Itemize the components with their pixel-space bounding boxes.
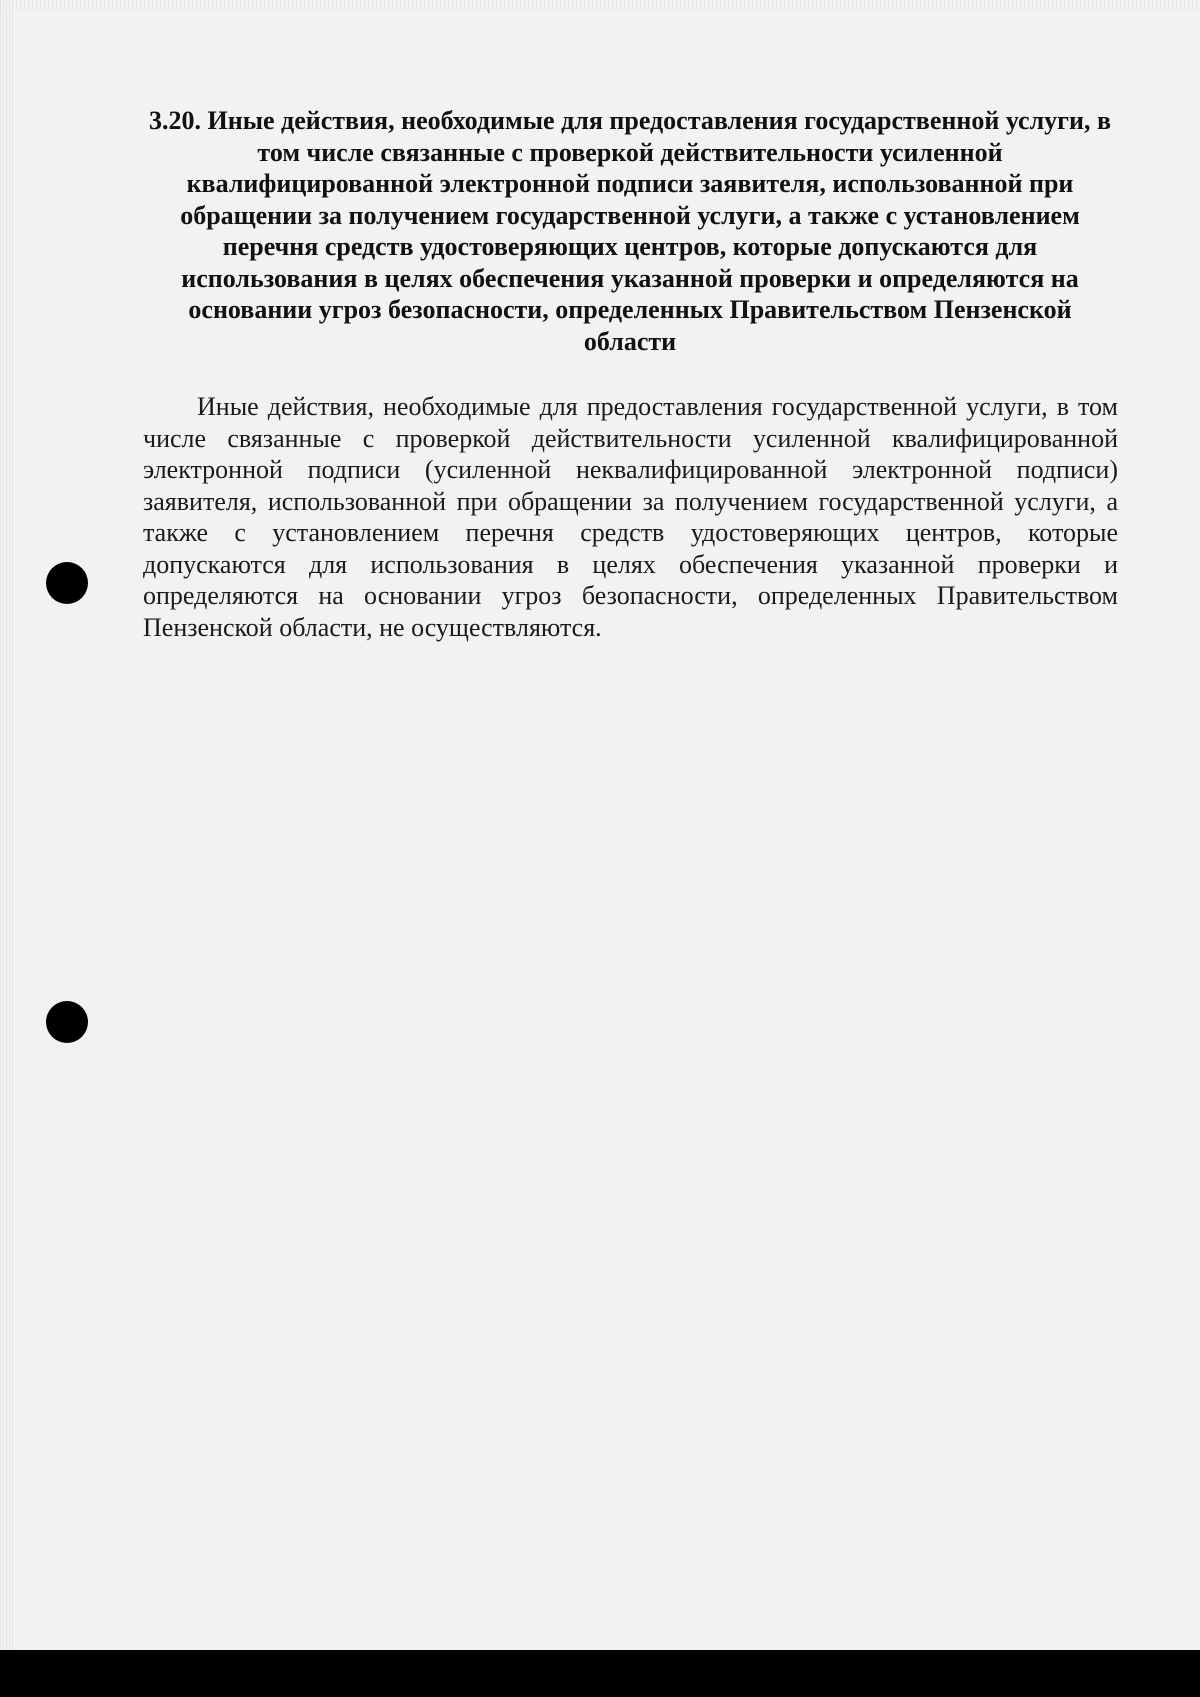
punch-hole — [46, 1001, 88, 1043]
section-heading: 3.20. Иные действия, необходимые для предоставления государственной услуги, в том числе связанные с проверкой действительности усиленной квалифицированной электронной подписи заявителя, использованной при обращении за получением государственной услуги, а также с установлением перечня средств удостоверяющих центров, которые допускаются для использования в целях обеспечения указанной проверки и определяются на основании угроз безопасности, определенных Правительством Пензенской области — [149, 106, 1111, 356]
body-paragraph: Иные действия, необходимые для предоставления государственной услуги, в том числе связанные с проверкой действительности усиленной квалифицированной электронной подписи (усиленной неквалифицированной электронной подписи) заявителя, использованной при обращении за получением государственной услуги, а также с установлением перечня средств удостоверяющих центров, которые допускаются для использования в целях обеспечения указанной проверки и определяются на основании угроз безопасности, определенных Правительством Пензенской области, не осуществляются. — [143, 392, 1118, 642]
scan-noise-top — [0, 0, 1200, 10]
scan-bottom-edge — [0, 1650, 1200, 1697]
punch-hole — [46, 562, 88, 604]
scan-noise-left — [0, 0, 14, 1650]
